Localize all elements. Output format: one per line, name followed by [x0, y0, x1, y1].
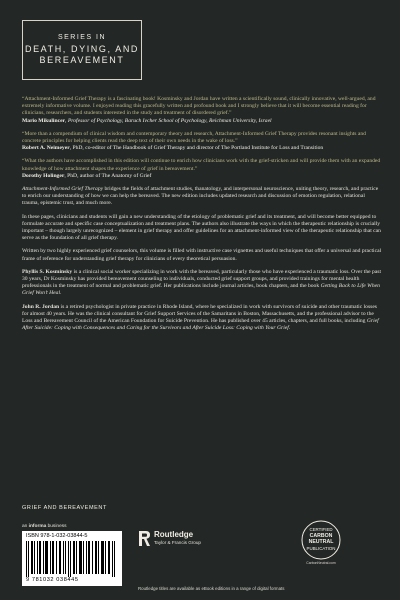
description-paragraph: Written by two highly experienced grief counselors, this volume is filled with instructive case vignettes and useful techniques that offer a universal and practical frame of reference for understanding grief therapy for clinicians of every theoretical persuasion.: [22, 248, 382, 262]
badge-text: [296, 527, 346, 551]
bio-text-end: .: [60, 290, 62, 297]
author-name: John R. Jordan: [22, 303, 60, 310]
bio-book-title: Getting Back to Life When Grief Won’t Heal: [22, 283, 380, 297]
author-name: Phyllis S. Kosminsky: [22, 268, 73, 275]
publisher-name: Routledge: [154, 530, 194, 539]
barcode-bars: [26, 541, 118, 577]
bio-book-title: Grief After Suicide: Coping with Consequences and Caring for the Survivors and After Suicide Loss: Coping with Your Grief: [22, 318, 379, 332]
endorsement-quote: [22, 131, 382, 153]
quote-author-affiliation: , PhD, co-editor of The Handbook of Grief Therapy and director of The Portland Institute for Loss and Transition: [69, 145, 324, 152]
bio-text: is a retired psychologist in private practice in Rhode Island, where he specialized in work with survivors of suicide and other traumatic losses for almost 40 years. He was the clinical consultant for Grief Support Services of the Samaritans in Boston, Massachusetts, and the professional advisor to the Loss and Bereavement Council of the American Foundation for Suicide Prevention. He has published over 45 articles, chapters, and full books, including: [22, 303, 377, 325]
book-title: Attachment-Informed Grief Therapy: [22, 186, 104, 193]
endorsement-quote: [22, 158, 382, 180]
barcode-digits: 9 781032 038445: [26, 577, 79, 583]
series-box: [22, 20, 142, 80]
description-paragraph: In these pages, clinicians and students will gain a new understanding of the etiology of problematic grief and its treatment, and will become better equipped to formulate accurate and specific case conceptualization and treatment plans. The authors also illustrate the ways in which the therapeutic relationship is crucially important – though largely unrecognized – element in grief therapy and offer guidelines for an attachment-informed view of the therapeutic relationship that can serve as the foundation of all grief therapy.: [22, 213, 381, 242]
badge-line4: PUBLICATION: [306, 545, 336, 551]
quote-author-name: Dorothy Holinger: [22, 172, 65, 179]
informa-business-label: [22, 524, 67, 529]
publisher-group: Taylor & Francis Group: [154, 540, 201, 545]
back-cover-content: [22, 96, 382, 338]
series-label: SERIES IN: [57, 34, 107, 41]
badge-line1: CERTIFIED: [309, 527, 333, 532]
endorsement-quote: [22, 96, 382, 125]
series-title-line2: BEREAVEMENT: [39, 55, 125, 65]
quote-author-affiliation: , Professor of Psychology, Baruch Ivcher School of Psychology, Reichman University, Israel: [65, 117, 272, 124]
bio-text-end: .: [288, 325, 291, 332]
quote-author-affiliation: , PhD, author of The Anatomy of Grief: [64, 172, 152, 179]
quote-attribution: [22, 145, 382, 152]
informa-suffix: business: [46, 524, 67, 529]
quote-text: “More than a compendium of clinical wisdom and contemporary theory and research, Attachment-Informed Grief Therapy provides resonant insights and concrete principles for helping clients read the deep text of their own needs in the wake of loss.”: [22, 130, 366, 145]
description-paragraph: [22, 186, 382, 208]
badge-url: CarbonNeutral.com: [306, 561, 336, 565]
quote-attribution: [22, 173, 382, 180]
quote-text: “What the authors have accomplished in this edition will continue to enrich how clinicians work with the grief-stricken and will provide them with an expanded knowledge of how attachment shapes the experience of grief in bereavement.”: [22, 158, 381, 172]
quote-text: “Attachment-Informed Grief Therapy is a fascinating book! Kosminsky and Jordan have written a scientifically sound, clinically innovative, well-argued, and extremely informative volume. I enjoyed reading this gracefully written and profound book and I strongly believe that it will become essential reading for clinicians, researchers, and students interested in the study and treatment of disordered grief.”: [22, 96, 376, 117]
informa-brand: informa: [28, 524, 47, 529]
quote-author-name: Mario Mikulincer: [22, 117, 66, 124]
isbn-label: ISBN 978-1-032-03844-5: [26, 533, 88, 539]
carbon-neutral-badge: [296, 519, 346, 565]
author-bio: [22, 269, 382, 298]
ebook-note: Routledge titles are available as eBook editions in a range of digital formats: [138, 586, 285, 591]
bio-text: is a clinical social worker specializing in work with the bereaved, particularly those who have experienced a traumatic loss. Over the past 30 years, Dr Kosminsky has provided bereavement counseling to individuals, conducted grief support groups, and provided trainings for mental health professionals in the treatment of normal and problematic grief. Her publications include journal articles, book chapters, and the book: [22, 268, 382, 290]
informa-prefix: an: [22, 524, 29, 529]
badge-line2: CARBON: [309, 532, 333, 539]
quote-author-name: Robert A. Neimeyer: [22, 145, 70, 152]
badge-line3: NEUTRAL: [308, 539, 334, 546]
routledge-r-icon: [138, 530, 151, 547]
isbn-barcode: [22, 531, 122, 586]
subject-category: GRIEF AND BEREAVEMENT: [22, 505, 107, 511]
series-title-line1: DEATH, DYING, AND: [24, 44, 140, 54]
author-bio: [22, 304, 382, 333]
description-text: bridges the fields of attachment studies, thanatology, and interpersonal neuroscience, uniting theory, research, and practice to enrich our understanding of how we can help the bereaved. The new edition includes updated research and discussion of emotion regulation, relational trauma, epistemic trust, and much more.: [22, 186, 379, 207]
quote-attribution: [22, 118, 382, 125]
